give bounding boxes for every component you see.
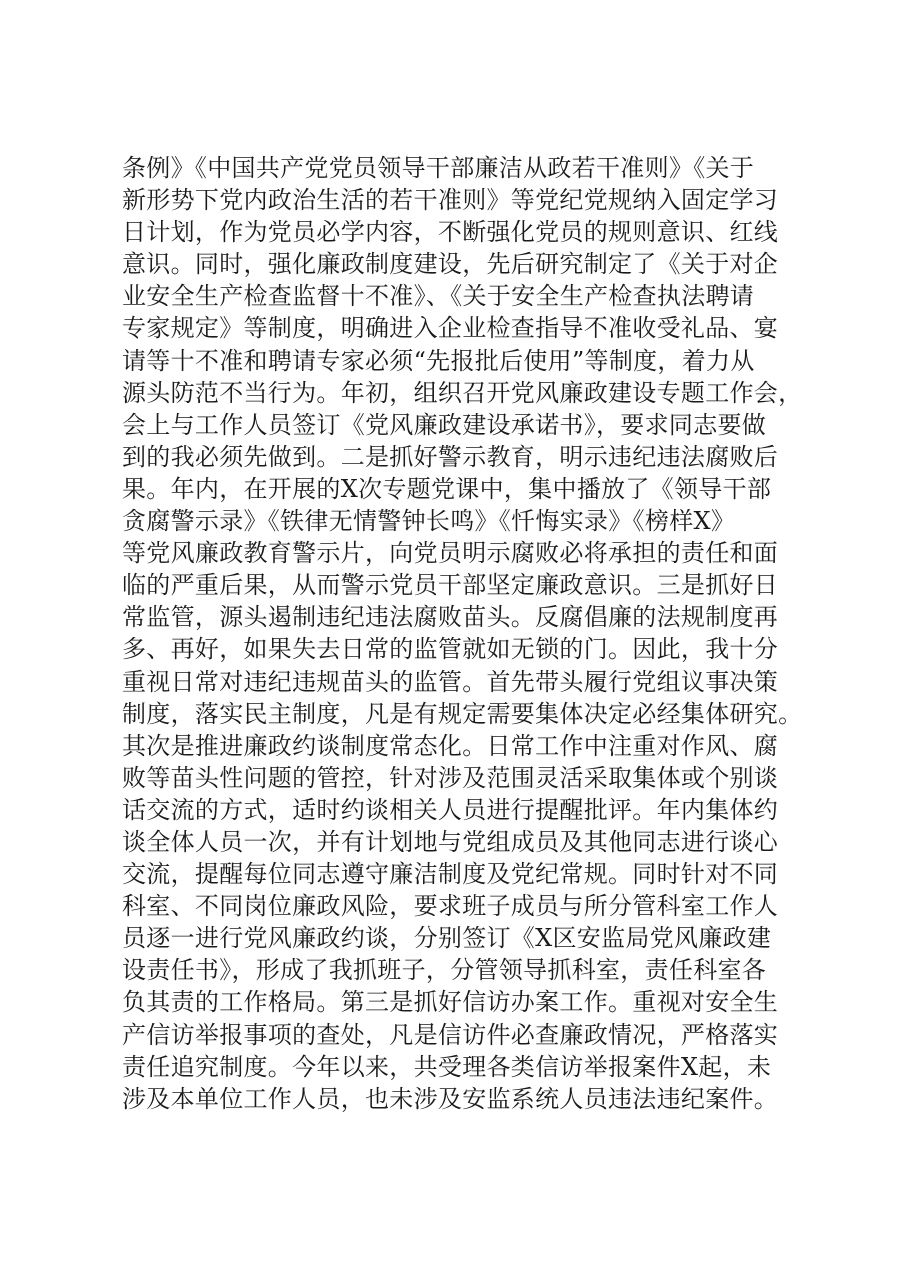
text-line: 科室、不同岗位廉政风险，要求班子成员与所分管科室工作人 [122, 892, 779, 921]
text-line: 交流，提醒每位同志遵守廉洁制度及党纪常规。同时针对不同 [122, 860, 779, 889]
text-line: 产信访举报事项的查处，凡是信访件必查廉政情况，严格落实 [122, 1020, 779, 1049]
text-line: 专家规定》等制度，明确进入企业检查指导不准收受礼品、宴 [122, 314, 779, 343]
text-line: 员逐一进行党风廉政约谈，分别签订《X区安监局党风廉政建 [122, 924, 772, 953]
text-line: 负其责的工作格局。第三是抓好信访办案工作。重视对安全生 [122, 988, 779, 1017]
text-line: 设责任书》，形成了我抓班子，分管领导抓科室，责任科室各 [122, 956, 767, 985]
text-line: 涉及本单位工作人员，也未涉及安监系统人员违法违纪案件。 [122, 1084, 779, 1113]
text-line: 意识。同时，强化廉政制度建设，先后研究制定了《关于对企 [122, 250, 779, 279]
text-line: 其次是推进廉政约谈制度常态化。日常工作中注重对作风、腐 [122, 731, 779, 760]
text-line: 请等十不准和聘请专家必须“先报批后使用”等制度，着力从 [122, 346, 755, 375]
text-line: 责任追究制度。今年以来，共受理各类信访举报案件X起，未 [122, 1052, 772, 1081]
text-line: 条例》《中国共产党党员领导干部廉洁从政若干准则》《关于 [122, 154, 755, 182]
text-line: 会上与工作人员签订《党风廉政建设承诺书》，要求同志要做 [122, 410, 767, 439]
text-line: 贪腐警示录》《铁律无情警钟长鸣》《忏悔实录》《榜样X》 [122, 507, 736, 536]
text-line: 新形势下党内政治生活的若干准则》等党纪党规纳入固定学习 [122, 186, 779, 215]
text-line: 重视日常对违纪违规苗头的监管。首先带头履行党组议事决策 [122, 667, 779, 696]
text-line: 等党风廉政教育警示片，向党员明示腐败必将承担的责任和面 [122, 539, 779, 568]
text-line: 败等苗头性问题的管控，针对涉及范围灵活采取集体或个别谈 [122, 763, 779, 792]
text-line: 到的我必须先做到。二是抓好警示教育，明示违纪违法腐败后 [122, 442, 779, 471]
text-line: 源头防范不当行为。年初，组织召开党风廉政建设专题工作会， [122, 378, 803, 407]
text-line: 果。年内，在开展的X次专题党课中，集中播放了《领导干部 [122, 474, 772, 503]
text-line: 常监管，源头遏制违纪违法腐败苗头。反腐倡廉的法规制度再 [122, 603, 779, 632]
text-line: 话交流的方式，适时约谈相关人员进行提醒批评。年内集体约 [122, 795, 779, 824]
text-line: 业安全生产检查监督十不准》、《关于安全生产检查执法聘请 [122, 282, 755, 311]
body-text [122, 152, 812, 1115]
text-line: 制度，落实民主制度，凡是有规定需要集体决定必经集体研究。 [122, 699, 803, 728]
text-line: 谈全体人员一次，并有计划地与党组成员及其他同志进行谈心 [122, 827, 779, 856]
text-line: 多、再好，如果失去日常的监管就如无锁的门。因此，我十分 [122, 635, 779, 664]
text-line: 日计划，作为党员必学内容，不断强化党员的规则意识、红线 [122, 218, 779, 247]
text-line: 临的严重后果，从而警示党员干部坚定廉政意识。三是抓好日 [122, 571, 779, 600]
